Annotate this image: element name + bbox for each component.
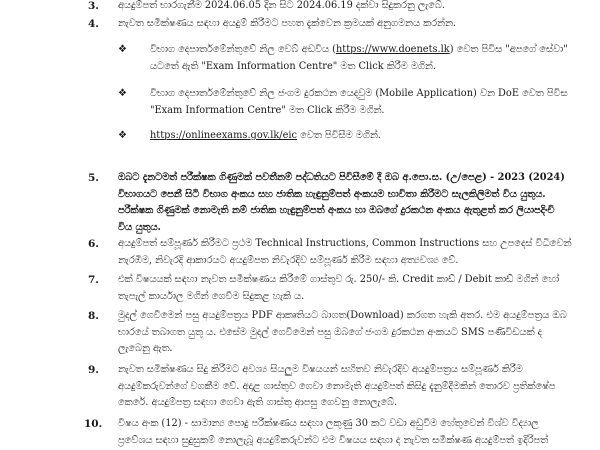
diamond-bullet-icon: ❖ (118, 88, 127, 99)
item-text: අයදුම්පත් සම්පූර්ණ කිරීමට ප්‍රථම Technical Instructions, Common Instructions සහ උපදෙස් විධිවෙන් නැරඹීම, නිවැරදි ආකාරයට අයදුම්පත නිවැරදිව සම්පූර්ණ කිරීම සඳහා අත්‍යවශ්‍ය වේ. (118, 238, 572, 266)
item-text: විෂය අංක (12) - සාමාන්‍ය පොදු පරීක්ෂණය සඳහා ලකුණු 30 කට වඩා අඩුවීම හේතුවෙන් විශ්ව විද්‍යාල ප්‍රවේශය සඳහා සුදුසුකම් නොලැබූ අයදුම්කරුවන්ට එම විෂයය සඳහා ද නැවත සමීක්ෂණ අයදුම්පත් ඉදිරිපත් (118, 418, 549, 446)
item-text: එක් විෂයයක් සඳහා නැවත සමීක්ෂණය කිරීමේ ගාස්තුව රු. 250/- කි. Credit කාඩ් / Debit කාඩ් මගින් හෝ තැපැල් කාර්යාල මගින් ගෙවීම සිදුකළ හැකි ය. (118, 274, 560, 302)
bullet-text: විභාග දෙපාර්තමේන්තුවේ නිල වෙබ් අඩවිය (https://www.doenets.lk) වෙත පිවිස "අපගේ සේවා" යටතේ ඇති "Exam Information Centre" මත Click කිරීම මගින්. (150, 44, 568, 72)
diamond-bullet-icon: ❖ (118, 130, 127, 141)
item-text: අයදුම්පත් භාරගැනීම 2024.06.05 දින සිට 2024.06.19 දක්වා සිදුකරනු ලැබේ. (118, 0, 445, 11)
item-number: 9. (88, 364, 99, 376)
item-number: 10. (84, 418, 103, 430)
item-number: 4. (88, 18, 99, 30)
item-number: 5. (88, 172, 99, 184)
item-text: මුදල් ගෙවීමෙන් පසු අයදුම්පත්‍රය PDF ආකෘතියට බාගත(Download) කරගත හැකි අතර. එම අයදුම්පත්‍රය ඔබ භාරයේ තබාගත යුතු ය. එසේම මුදල් ගෙවීමෙන් පසු ඔබගේ ජංගම දුරකථන අංකයට SMS පණිවිඩයක් ද ලැබෙනු ඇත. (118, 310, 567, 354)
onlineexams-link[interactable]: https://onlineexams.gov.lk/eic (150, 130, 298, 141)
item-number: 6. (88, 238, 99, 250)
item-number: 3. (88, 0, 99, 12)
item-text: ඔබට දැනටමත් පරීක්ෂක ගිණුමක් පවතීනම් පද්ධතියට පිවිසීමේ දී ඔබ අ.පො.ස. (උ/පෙළ) - 2023 (2024) විභාගයට පෙනී සිටි විභාග අංකය සහ ජාතික හැඳුනුම්පත් අංකයම භාවිතා කිරීමට සැලකිලිමත් විය යුතුය. පරීක්ෂක ගිණුමක් නොමැති නම් ජාතික හැඳුනුම්පත් අංකය හා ඔබගේ දුරකථන අංකය ඇතුළත් කර ලියාපදිංචි විය යුතුය. (118, 172, 565, 233)
item-number: 8. (88, 310, 99, 322)
item-text: නැවත සමීක්ෂණය සඳහා අයදුම් කිරීමට පහත දැක්වෙන ක්‍රමයක් අනුගමනය කරන්න. (118, 18, 457, 29)
bullet-text: විභාග දෙපාර්තමේන්තුවේ නිල ජංගම දුරකථන යෙදවුම (Mobile Application) වන DoE වෙත පිවිස "Exam Information Centre" මත Click කිරීම මගින්. (150, 88, 568, 116)
diamond-bullet-icon: ❖ (118, 44, 127, 55)
item-text: නැවත සමීක්ෂණය සිදු කිරීමට අවශ්‍ය සියලුම විෂයයන් සහිතව නිවැරදිව අයදුම්පත්‍රය සම්පූර්ණ කිරීම අයදුම්කරුවන්ගේ වගකීම වේ. අදාළ ගාස්තුව ගෙවා නොමැති අයදුම්පත් කිසිදු දැනුම්දීමකින් තොරව ප්‍රතික්ෂේප කෙරේ. අයදුම්පත්‍ර සඳහා ගෙවා ඇති ගාස්තු ආපසු ගෙවනු නොලැබේ. (118, 364, 556, 408)
bullet-text: https://onlineexams.gov.lk/eic වෙත පිවිසීම මගින්. (150, 130, 381, 141)
item-number: 7. (88, 274, 99, 286)
doenets-link[interactable]: https://www.doenets.lk (336, 44, 450, 55)
